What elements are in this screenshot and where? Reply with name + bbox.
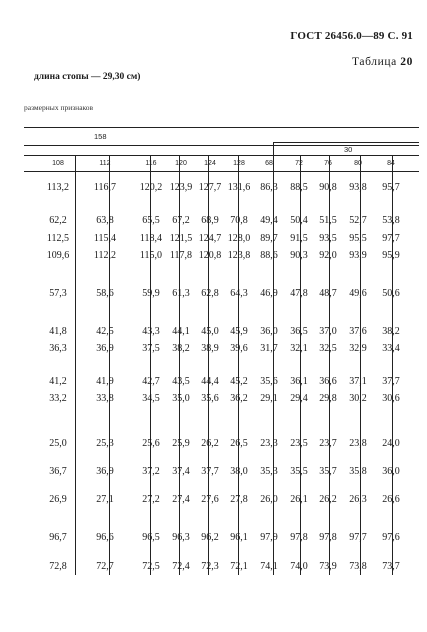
table-cell: 26,3 xyxy=(349,494,367,505)
table-cell: 35,5 xyxy=(290,466,308,477)
table-cell: 38,2 xyxy=(382,326,400,337)
table-cell: 124,7 xyxy=(198,233,222,244)
table-cell: 34,5 xyxy=(142,393,160,404)
table-cell: 37,5 xyxy=(142,343,160,354)
table-cell: 115,4 xyxy=(93,233,117,244)
table-cell: 43,5 xyxy=(172,376,190,387)
table-cell: 64,3 xyxy=(230,288,248,299)
table-title xyxy=(352,56,413,68)
table-cell: 72,3 xyxy=(201,561,219,572)
table-cell: 49,4 xyxy=(260,215,278,226)
table-cell: 74,0 xyxy=(290,561,308,572)
table-cell: 29,8 xyxy=(319,393,337,404)
table-cell: 93,9 xyxy=(349,250,367,261)
column-header: 80 xyxy=(354,160,362,167)
column-header: 84 xyxy=(387,160,395,167)
table-cell: 86,3 xyxy=(260,182,278,193)
table-cell: 45,2 xyxy=(230,376,248,387)
table-cell: 26,6 xyxy=(382,494,400,505)
table-cell: 59,9 xyxy=(142,288,160,299)
table-cell: 58,6 xyxy=(96,288,114,299)
table-cell: 32,1 xyxy=(290,343,308,354)
table-cell: 57,3 xyxy=(49,288,67,299)
column-header: 76 xyxy=(324,160,332,167)
table-cell: 131,6 xyxy=(227,182,251,193)
table-cell: 73,8 xyxy=(349,561,367,572)
table-cell: 38,2 xyxy=(172,343,190,354)
foot-length-caption: длина стопы — 29,30 см) xyxy=(34,72,141,82)
table-cell: 72,1 xyxy=(230,561,248,572)
table-cell: 88,6 xyxy=(260,250,278,261)
column-header: 124 xyxy=(204,160,216,167)
table-cell: 26,5 xyxy=(230,438,248,449)
table-cell: 25,0 xyxy=(49,438,67,449)
table-cell: 35,8 xyxy=(349,466,367,477)
table-cell: 118,4 xyxy=(139,233,163,244)
table-cell: 47,8 xyxy=(290,288,308,299)
table-cell: 116,7 xyxy=(93,182,117,193)
table-cell: 37,7 xyxy=(382,376,400,387)
table-cell: 37,0 xyxy=(319,326,337,337)
table-cell: 50,6 xyxy=(382,288,400,299)
table-cell: 36,6 xyxy=(319,376,337,387)
table-cell: 25,6 xyxy=(142,438,160,449)
table-cell: 53,8 xyxy=(382,215,400,226)
table-cell: 113,2 xyxy=(46,182,70,193)
table-cell: 68,9 xyxy=(201,215,219,226)
column-divider xyxy=(75,155,76,575)
group-rule-right-top xyxy=(273,142,419,143)
table-cell: 93,5 xyxy=(319,233,337,244)
table-cell: 128,0 xyxy=(227,233,251,244)
group-right-label: 30 xyxy=(344,145,353,154)
table-cell: 72,4 xyxy=(172,561,190,572)
group-rule-lower xyxy=(24,145,419,146)
table-cell: 63,8 xyxy=(96,215,114,226)
table-cell: 26,2 xyxy=(201,438,219,449)
table-number: 20 xyxy=(400,56,413,68)
table-cell: 39,6 xyxy=(230,343,248,354)
column-header: 68 xyxy=(265,160,273,167)
table-cell: 72,7 xyxy=(96,561,114,572)
table-cell: 37,2 xyxy=(142,466,160,477)
table-cell: 97,6 xyxy=(382,532,400,543)
table-cell: 32,5 xyxy=(319,343,337,354)
table-cell: 37,7 xyxy=(201,466,219,477)
table-cell: 120,2 xyxy=(139,182,163,193)
table-cell: 74,1 xyxy=(260,561,278,572)
table-cell: 90,3 xyxy=(290,250,308,261)
table-cell: 44,4 xyxy=(201,376,219,387)
table-cell: 30,2 xyxy=(349,393,367,404)
table-cell: 65,5 xyxy=(142,215,160,226)
table-cell: 36,0 xyxy=(260,326,278,337)
column-header: 112 xyxy=(99,160,111,167)
table-cell: 112,2 xyxy=(93,250,117,261)
table-cell: 96,5 xyxy=(142,532,160,543)
column-header: 128 xyxy=(233,160,245,167)
table-cell: 51,5 xyxy=(319,215,337,226)
table-cell: 25,3 xyxy=(96,438,114,449)
table-top-rule xyxy=(24,127,419,128)
table-cell: 72,5 xyxy=(142,561,160,572)
table-cell: 109,6 xyxy=(46,250,70,261)
table-cell: 52,7 xyxy=(349,215,367,226)
table-cell: 36,5 xyxy=(290,326,308,337)
table-cell: 96,7 xyxy=(49,532,67,543)
table-cell: 27,1 xyxy=(96,494,114,505)
table-cell: 45,0 xyxy=(201,326,219,337)
table-cell: 25,9 xyxy=(172,438,190,449)
table-cell: 37,1 xyxy=(349,376,367,387)
table-cell: 123,8 xyxy=(227,250,251,261)
group-left-label: 158 xyxy=(94,132,107,141)
table-cell: 97,8 xyxy=(290,532,308,543)
table-cell: 27,4 xyxy=(172,494,190,505)
table-cell: 96,2 xyxy=(201,532,219,543)
table-cell: 35,0 xyxy=(172,393,190,404)
table-cell: 90,8 xyxy=(319,182,337,193)
table-cell: 49,6 xyxy=(349,288,367,299)
table-cell: 73,9 xyxy=(319,561,337,572)
table-cell: 112,5 xyxy=(46,233,70,244)
table-cell: 33,2 xyxy=(49,393,67,404)
column-header: 120 xyxy=(175,160,187,167)
table-cell: 23,7 xyxy=(319,438,337,449)
table-cell: 42,5 xyxy=(96,326,114,337)
table-cell: 97,7 xyxy=(349,532,367,543)
table-cell: 26,0 xyxy=(260,494,278,505)
table-cell: 26,9 xyxy=(49,494,67,505)
column-header: 72 xyxy=(295,160,303,167)
table-cell: 50,4 xyxy=(290,215,308,226)
table-cell: 23,8 xyxy=(349,438,367,449)
table-cell: 42,7 xyxy=(142,376,160,387)
table-cell: 33,8 xyxy=(96,393,114,404)
table-cell: 35,3 xyxy=(260,466,278,477)
table-cell: 44,1 xyxy=(172,326,190,337)
table-cell: 33,4 xyxy=(382,343,400,354)
table-cell: 35,6 xyxy=(260,376,278,387)
table-cell: 27,6 xyxy=(201,494,219,505)
table-cell: 61,3 xyxy=(172,288,190,299)
table-cell: 38,0 xyxy=(230,466,248,477)
table-cell: 91,5 xyxy=(290,233,308,244)
table-title-prefix: Таблица xyxy=(352,56,397,68)
table-cell: 31,7 xyxy=(260,343,278,354)
table-cell: 27,2 xyxy=(142,494,160,505)
table-cell: 89,7 xyxy=(260,233,278,244)
table-cell: 73,7 xyxy=(382,561,400,572)
dimensional-signs-caption: размерных признаков xyxy=(24,103,94,112)
group-divider-vertical xyxy=(273,142,274,156)
table-cell: 32,9 xyxy=(349,343,367,354)
table-cell: 48,7 xyxy=(319,288,337,299)
table-cell: 62,8 xyxy=(201,288,219,299)
table-cell: 95,7 xyxy=(382,182,400,193)
table-cell: 41,9 xyxy=(96,376,114,387)
table-cell: 36,7 xyxy=(49,466,67,477)
table-cell: 115,0 xyxy=(139,250,163,261)
table-cell: 24,0 xyxy=(382,438,400,449)
table-cell: 27,8 xyxy=(230,494,248,505)
table-cell: 45,9 xyxy=(230,326,248,337)
table-cell: 88,5 xyxy=(290,182,308,193)
table-cell: 123,9 xyxy=(169,182,193,193)
table-cell: 96,3 xyxy=(172,532,190,543)
table-cell: 92,0 xyxy=(319,250,337,261)
table-cell: 70,8 xyxy=(230,215,248,226)
table-cell: 26,2 xyxy=(319,494,337,505)
table-cell: 37,4 xyxy=(172,466,190,477)
table-cell: 30,6 xyxy=(382,393,400,404)
table-cell: 41,8 xyxy=(49,326,67,337)
table-cell: 29,4 xyxy=(290,393,308,404)
table-cell: 97,7 xyxy=(382,233,400,244)
table-cell: 62,2 xyxy=(49,215,67,226)
table-cell: 95,5 xyxy=(349,233,367,244)
table-cell: 23,5 xyxy=(290,438,308,449)
table-cell: 23,3 xyxy=(260,438,278,449)
table-cell: 41,2 xyxy=(49,376,67,387)
table-cell: 37,6 xyxy=(349,326,367,337)
table-cell: 36,1 xyxy=(290,376,308,387)
table-cell: 117,8 xyxy=(169,250,193,261)
table-cell: 36,2 xyxy=(230,393,248,404)
table-cell: 36,3 xyxy=(49,343,67,354)
table-cell: 67,2 xyxy=(172,215,190,226)
table-cell: 26,1 xyxy=(290,494,308,505)
table-cell: 96,1 xyxy=(230,532,248,543)
table-cell: 97,9 xyxy=(260,532,278,543)
table-cell: 97,8 xyxy=(319,532,337,543)
table-cell: 29,1 xyxy=(260,393,278,404)
table-cell: 120,8 xyxy=(198,250,222,261)
table-cell: 121,5 xyxy=(169,233,193,244)
column-header: 108 xyxy=(52,160,64,167)
table-cell: 36,0 xyxy=(382,466,400,477)
standard-header: ГОСТ 26456.0—89 С. 91 xyxy=(290,30,413,42)
table-cell: 43,3 xyxy=(142,326,160,337)
table-cell: 36,9 xyxy=(96,466,114,477)
table-cell: 35,7 xyxy=(319,466,337,477)
table-cell: 127,7 xyxy=(198,182,222,193)
table-cell: 35,6 xyxy=(201,393,219,404)
table-cell: 72,8 xyxy=(49,561,67,572)
table-cell: 38,9 xyxy=(201,343,219,354)
table-cell: 36,9 xyxy=(96,343,114,354)
table-cell: 46,9 xyxy=(260,288,278,299)
table-cell: 93,8 xyxy=(349,182,367,193)
column-header: 116 xyxy=(145,160,157,167)
table-cell: 95,9 xyxy=(382,250,400,261)
table-cell: 96,6 xyxy=(96,532,114,543)
